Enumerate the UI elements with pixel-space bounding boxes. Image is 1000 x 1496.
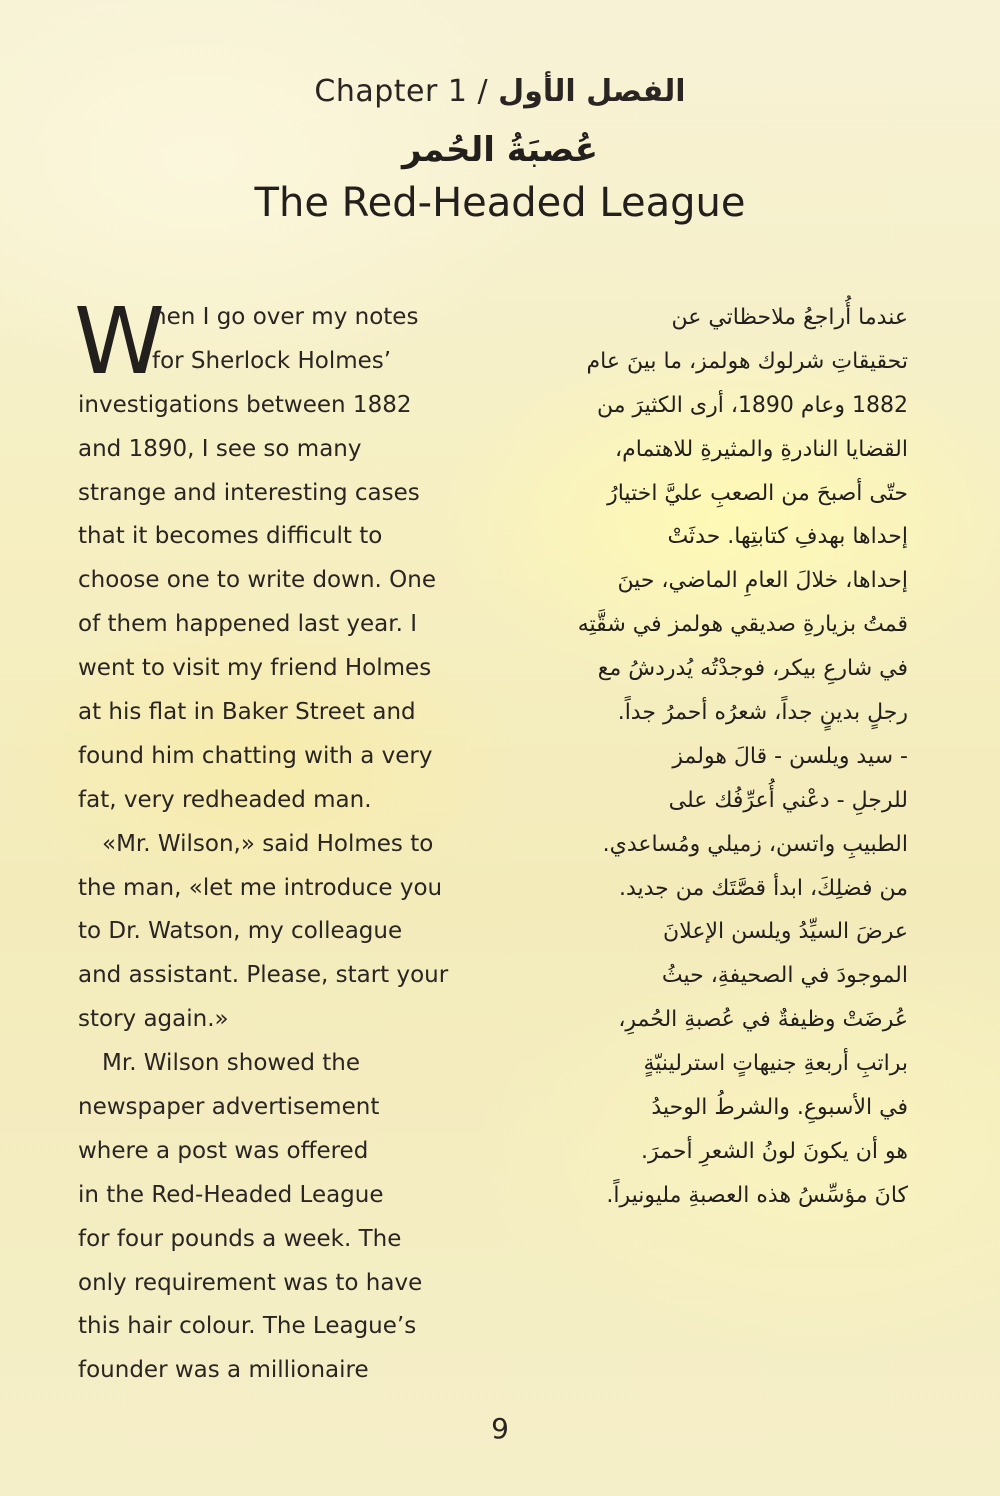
arabic-text-line: قمتُ بزيارةِ صديقي هولمز في شقَّتِه — [577, 612, 908, 638]
english-text-line: where a post was offered — [78, 1137, 369, 1164]
arabic-text-line: رجلٍ بدينٍ جداً، شعرُه أحمرُ جداً. — [617, 700, 908, 726]
arabic-text-line: عُرضَتْ وظيفةٌ في عُصبةِ الحُمرِ، — [618, 1007, 908, 1033]
english-text-line: fat, very redheaded man. — [78, 786, 372, 813]
english-text-line: this hair colour. The League’s — [78, 1313, 417, 1340]
chapter-label-ar: الفصل الأول — [498, 74, 686, 109]
english-text-line: hen I go over my notes — [152, 304, 419, 330]
arabic-text-line: للرجلِ - دعْني أُعرِّفُك على — [668, 787, 908, 813]
arabic-text-line: - سيد ويلسن - قالَ هولمز — [672, 743, 908, 769]
english-text-line: newspaper advertisement — [78, 1094, 380, 1121]
chapter-title-ar: عُصبَةُ الحُمر — [402, 130, 598, 170]
english-text-line: for four pounds a week. The — [78, 1225, 402, 1252]
english-text-line: found him chatting with a very — [78, 742, 433, 769]
english-text-line: to Dr. Watson, my colleague — [78, 918, 403, 945]
arabic-text-line: الطبيبِ واتسن، زميلي ومُساعدي. — [602, 831, 908, 857]
chapter-separator: / — [477, 74, 489, 109]
drop-cap-letter: W — [74, 288, 165, 395]
english-text-line: of them happened last year. I — [78, 611, 418, 638]
arabic-text-line: براتبِ أربعةِ جنيهاتٍ استرلينيّةٍ — [643, 1051, 908, 1077]
arabic-text-line: إحداها بهدفِ كتابتِها. حدثَتْ — [667, 524, 908, 550]
english-text-line: «Mr. Wilson,» said Holmes to — [102, 830, 434, 857]
arabic-text-line: عندما أُراجعُ ملاحظاتي عن — [671, 305, 908, 330]
arabic-text-line: حتّى أصبحَ من الصعبِ عليَّ اختيارُ — [607, 480, 908, 506]
english-text-line: investigations between 1882 — [78, 391, 412, 418]
arabic-text-line: إحداها، خلالَ العامِ الماضي، حينَ — [617, 568, 908, 594]
english-text-line: choose one to write down. One — [78, 567, 436, 594]
chapter-label-en: Chapter 1 — [314, 74, 468, 109]
arabic-text-line: تحقيقاتِ شرلوك هولمز، ما بينَ عام — [586, 348, 908, 374]
arabic-text-column — [500, 296, 908, 1218]
page-number: 9 — [491, 1412, 509, 1445]
english-text-line: and 1890, I see so many — [78, 435, 362, 462]
arabic-text-line: من فضلِكَ، ابدأ قصَّتَك من جديد. — [618, 875, 908, 901]
english-text-line: that it becomes difficult to — [78, 523, 383, 550]
english-text-line: strange and interesting cases — [78, 479, 420, 506]
english-text-column — [78, 296, 478, 1393]
arabic-text-line: في الأسبوعِ. والشرطُ الوحيدُ — [651, 1095, 908, 1121]
arabic-text-line: القضايا النادرةِ والمثيرةِ للاهتمام، — [615, 436, 908, 462]
arabic-text-line: عرضَ السيِّدُ ويلسن الإعلانَ — [663, 919, 908, 945]
english-text-line: founder was a millionaire — [78, 1357, 369, 1384]
english-text-line: and assistant. Please, start your — [78, 962, 449, 989]
arabic-text-line: 1882 وعام 1890، أرى الكثيرَ من — [596, 392, 908, 418]
english-text-line: Mr. Wilson showed the — [102, 1050, 361, 1077]
english-text-line: at his flat in Baker Street and — [78, 699, 416, 726]
arabic-text-line: كانَ مؤسِّسُ هذه العصبةِ مليونيراً. — [606, 1182, 908, 1208]
arabic-text-line: في شارعِ بيكر، فوجدْتُه يُدردشُ مع — [597, 656, 908, 682]
english-text-line: story again.» — [78, 1006, 229, 1033]
english-text-line: in the Red-Headed League — [78, 1181, 384, 1208]
english-text-line: the man, «let me introduce you — [78, 874, 443, 901]
chapter-title-en: The Red-Headed League — [254, 180, 746, 226]
arabic-text-line: هو أن يكونَ لونُ الشعرِ أحمرَ. — [641, 1138, 908, 1164]
english-text-line: for Sherlock Holmes’ — [152, 347, 392, 374]
arabic-text-line: الموجودَ في الصحيفةِ، حيثُ — [661, 963, 908, 989]
chapter-heading — [0, 74, 1000, 120]
english-text-line: only requirement was to have — [78, 1269, 423, 1296]
english-text-line: went to visit my friend Holmes — [78, 655, 432, 682]
